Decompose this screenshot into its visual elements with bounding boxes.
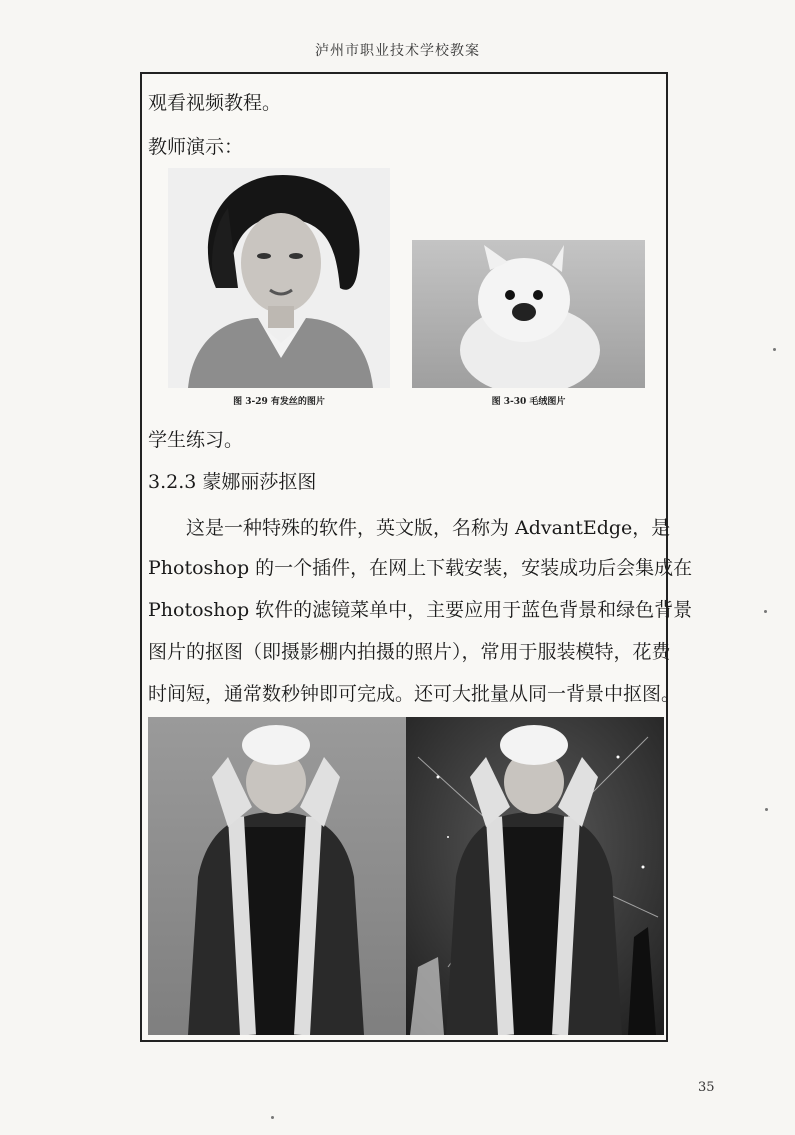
paragraph-line-5: 时间短，通常数秒钟即可完成。还可大批量从同一背景中抠图。 bbox=[148, 683, 681, 705]
scan-speck bbox=[271, 1116, 274, 1119]
text-line-teacher-demo: 教师演示： bbox=[148, 136, 244, 158]
figure-before-after-photo bbox=[148, 717, 664, 1035]
paragraph-line-3: Photoshop 软件的滤镜菜单中，主要应用于蓝色背景和绿色背景 bbox=[148, 599, 693, 621]
paragraph-line-1: 这是一种特殊的软件，英文版，名称为 AdvantEdge，是 bbox=[186, 517, 671, 539]
page-header: 泸州市职业技术学校教案 bbox=[315, 43, 480, 59]
scan-speck bbox=[764, 610, 767, 613]
figure-caption-3-30: 图 3-30 毛绒图片 bbox=[491, 397, 566, 407]
page-number: 35 bbox=[698, 1080, 715, 1095]
text-line-watch-video: 观看视频教程。 bbox=[148, 92, 282, 114]
scan-speck bbox=[773, 348, 776, 351]
section-heading: 3.2.3 蒙娜丽莎抠图 bbox=[148, 471, 317, 493]
figure-caption-3-29: 图 3-29 有发丝的图片 bbox=[233, 397, 325, 407]
figure-fluffy-dog-photo bbox=[412, 240, 645, 388]
figure-woman-hair-photo bbox=[168, 168, 390, 388]
text-line-student-practice: 学生练习。 bbox=[148, 429, 244, 451]
scan-speck bbox=[765, 808, 768, 811]
paragraph-line-2: Photoshop 的一个插件，在网上下载安装，安装成功后会集成在 bbox=[148, 557, 693, 579]
paragraph-line-4: 图片的抠图（即摄影棚内拍摄的照片），常用于服装模特，花费 bbox=[148, 641, 671, 663]
